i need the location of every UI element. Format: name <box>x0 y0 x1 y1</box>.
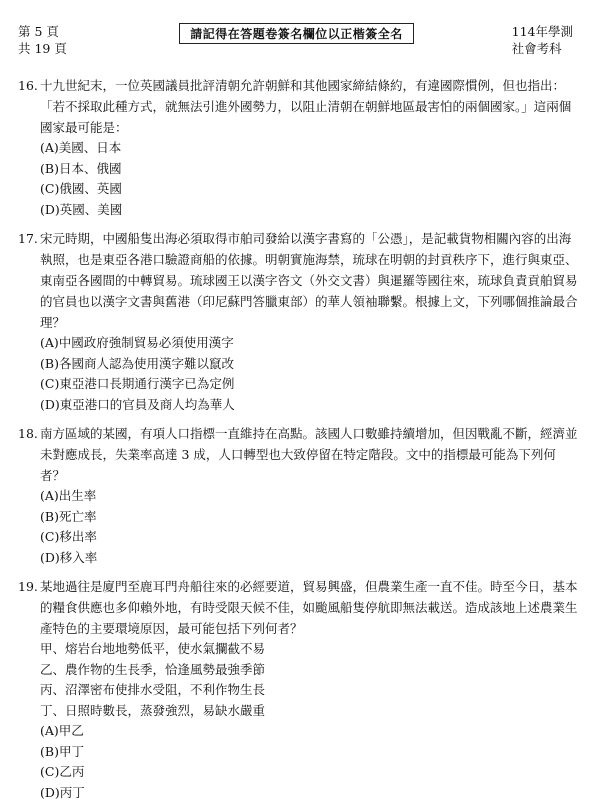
option-a: (A)出生率 <box>40 486 578 507</box>
question-stem: 宋元時期，中國船隻出海必須取得市舶司發給以漢字書寫的「公憑」，是記載貨物相關內容的出海執照，也是東亞各港口驗證商船的依據。明朝實施海禁，琉球在明朝的封貢秩序下，進行與東亞、東南亞各國間的中轉貿易。琉球國王以漢字咨文（外交文書）與暹羅等國往來，琉球負責貢舶貿易的官員也以漢字文書與舊港（印尼蘇門答臘東部）的華人領袖聯繫。根據上文，下列哪個推論最合理？ <box>40 228 578 333</box>
signature-notice-block <box>0 23 593 44</box>
statement-yi: 乙、農作物的生長季，恰逢風勢最強季節 <box>40 660 578 681</box>
statement-jia: 甲、熔岩台地地勢低平，使水氣攔截不易 <box>40 639 578 660</box>
question-17 <box>18 228 578 415</box>
question-stem: 南方區域的某國，有項人口指標一直維持在高點。該國人口數雖持續增加，但因戰亂不斷，經濟並未對應成長，失業率高達 3 成，人口轉型也大致停留在特定階段。文中的指標最可能為下列何者？ <box>40 423 578 486</box>
option-d: (D)丙丁 <box>40 783 578 803</box>
option-c: (C)東亞港口長期通行漢字已為定例 <box>40 374 578 395</box>
signature-notice: 請記得在答題卷簽名欄位以正楷簽全名 <box>179 23 414 44</box>
exam-info-block <box>512 23 573 57</box>
option-b: (B)日本、俄國 <box>40 159 578 180</box>
question-number: 18. <box>18 423 38 444</box>
questions-area <box>18 75 578 803</box>
question-number: 16. <box>18 75 38 96</box>
question-18 <box>18 423 578 568</box>
exam-year: 114年學測 <box>512 23 573 40</box>
question-stem: 某地過往是廈門至鹿耳門舟船往來的必經要道，貿易興盛，但農業生產一直不佳。時至今日，基本的糧食供應也多仰賴外地，有時受限天候不佳，如颱風船隻停航即無法載送。造成該地上述農業生產特色的主要環境原因，最可能包括下列何者？ <box>40 576 578 639</box>
statement-ding: 丁、日照時數長，蒸發強烈，易缺水嚴重 <box>40 701 578 722</box>
option-b: (B)甲丁 <box>40 742 578 763</box>
option-a: (A)甲乙 <box>40 721 578 742</box>
question-stem: 十九世紀末，一位英國議員批評清朝允許朝鮮和其他國家締結條約，有違國際慣例，但也指出：「若不採取此種方式，就無法引進外國勢力，以阻止清朝在朝鮮地區最害怕的兩個國家。」這兩個國家最可能是： <box>40 75 578 138</box>
option-a: (A)美國、日本 <box>40 138 578 159</box>
question-number: 19. <box>18 576 38 597</box>
option-b: (B)死亡率 <box>40 507 578 528</box>
option-c: (C)俄國、英國 <box>40 179 578 200</box>
page-current: 第 5 頁 <box>18 23 67 40</box>
option-c: (C)移出率 <box>40 527 578 548</box>
option-d: (D)英國、美國 <box>40 200 578 221</box>
question-number: 17. <box>18 228 38 249</box>
option-b: (B)各國商人認為使用漢字難以竄改 <box>40 354 578 375</box>
exam-subject: 社會考科 <box>512 40 573 57</box>
option-d: (D)東亞港口的官員及商人均為華人 <box>40 395 578 416</box>
question-16 <box>18 75 578 220</box>
question-19 <box>18 576 578 803</box>
option-c: (C)乙丙 <box>40 762 578 783</box>
option-a: (A)中國政府強制貿易必須使用漢字 <box>40 333 578 354</box>
option-d: (D)移入率 <box>40 548 578 569</box>
statement-bing: 丙、沼澤密布使排水受阻，不利作物生長 <box>40 680 578 701</box>
page-total: 共 19 頁 <box>18 40 67 57</box>
